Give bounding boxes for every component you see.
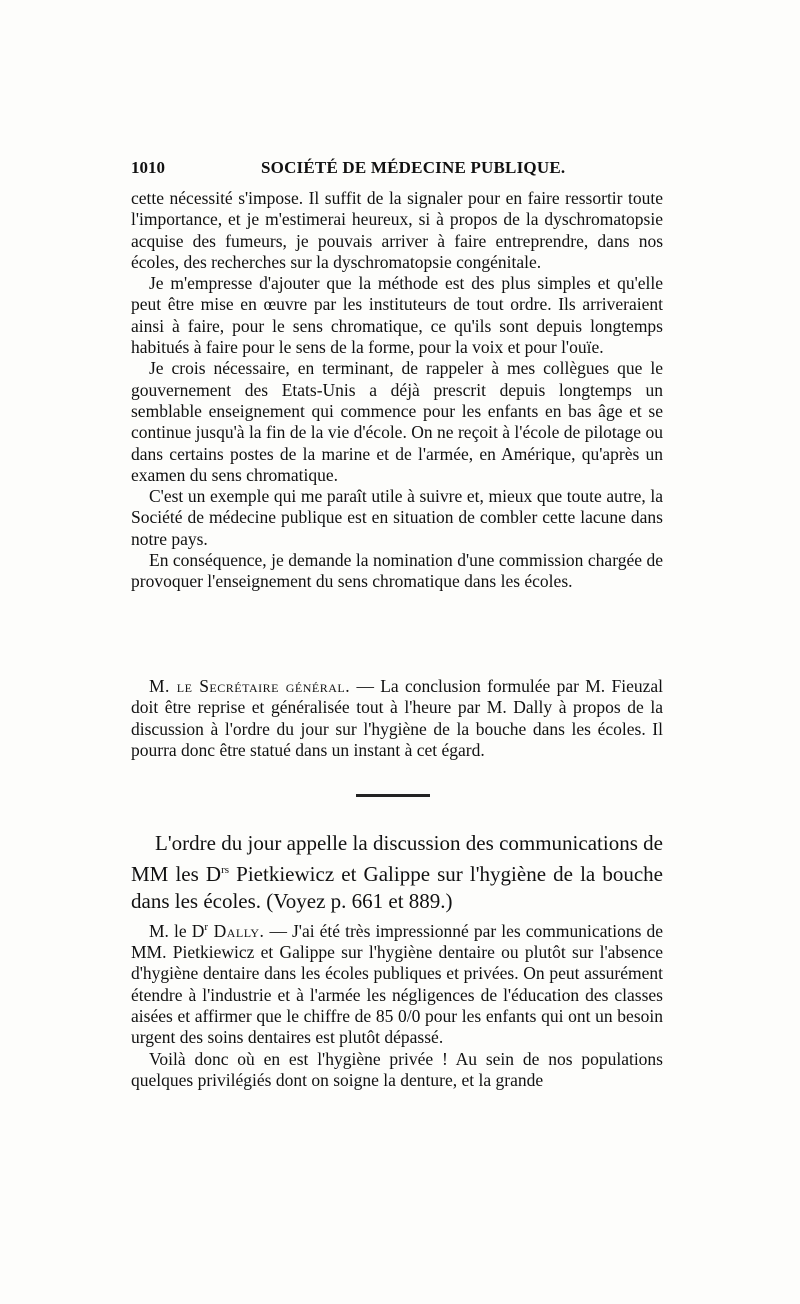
paragraph: Voilà donc où en est l'hygiène privée ! Au sein de nos populations quelques privilégiés dont on soigne la denture, et la grande [131, 1048, 663, 1090]
paragraph: Je m'empresse d'ajouter que la méthode est des plus simples et qu'elle peut être mise en œuvre par les instituteurs de tout ordre. Ils arriveraient ainsi à faire, pour le sens chromatique, ce qu'ils sont depuis longtemps habitués à faire pour le sens de la forme, pour la voix et pour l'ouïe. [131, 273, 663, 358]
paragraph: C'est un exemple qui me paraît utile à suivre et, mieux que toute autre, la Société de médecine publique est en situation de combler cette lacune dans notre pays. [131, 486, 663, 549]
paragraph: cette nécessité s'impose. Il suffit de la signaler pour en faire ressortir toute l'importance, et je m'estimerai heureux, si à propos de la dyschromatopsie acquise des fumeurs, je pouvais arriver à faire entreprendre, dans nos écoles, des recherches sur la dyschromatopsie congénitale. [131, 188, 663, 272]
paragraph: Je crois nécessaire, en terminant, de rappeler à mes collègues que le gouvernement des Etats-Unis a déjà prescrit depuis longtemps un semblable enseignement qui commence pour les enfants en bas âge et se continue jusqu'à la fin de la vie d'école. On ne reçoit à l'école de pilotage ou dans certains postes de la marine et de l'armée, en Amérique, qu'après un examen du sens chromatique. [131, 358, 663, 485]
superscript: rs [221, 864, 230, 876]
dally-paragraph [131, 917, 663, 1049]
speaker-prefix: M. le D [149, 920, 205, 941]
paragraph: En conséquence, je demande la nomination d'une commission chargée de provoquer l'enseignement du sens chromatique dans les écoles. [131, 550, 663, 592]
speaker-name: M. le Secrétaire général. [149, 676, 351, 696]
section-divider [356, 794, 430, 797]
speaker-text: — J'ai été très impressionné par les communications de MM. Pietkiewicz et Galippe sur l'hygiène dentaire ou plutôt sur l'absence d'hygiène dentaire dans les écoles publiques et privées. On peut assurément étendre à l'industrie et à l'armée les négligences de l'éducation des classes aisées et affirmer que le chiffre de 85 0/0 pour les enfants qui ont un besoin urgent des soins dentaires est plutôt dépassé. [131, 920, 663, 1048]
fieuzal-text-block [131, 188, 663, 593]
page-number: 1010 [131, 158, 165, 177]
secretary-paragraph [131, 676, 663, 761]
superscript: r [204, 921, 208, 933]
running-title: SOCIÉTÉ DE MÉDECINE PUBLIQUE. [261, 158, 566, 177]
dally-block [131, 917, 663, 1091]
speaker-name: Dally. [208, 920, 265, 941]
secretary-block [131, 676, 663, 761]
speaker-text: — La conclusion formulée par M. Fieuzal doit être reprise et généralisée tout à l'heure par M. Dally à propos de la discussion à l'ordre du jour sur l'hygiène de la bouche dans les écoles. Il pourra donc être statué dans un instant à cet égard. [131, 676, 663, 760]
section-heading: L'ordre du jour appelle la discussion des communications de MM les $D^{rs}$ Pietkiewicz et Galippe sur l'hygiène de la bouche dans les écoles. (Voyez p. 661 et 889.) [131, 831, 663, 913]
page-header [131, 158, 663, 182]
